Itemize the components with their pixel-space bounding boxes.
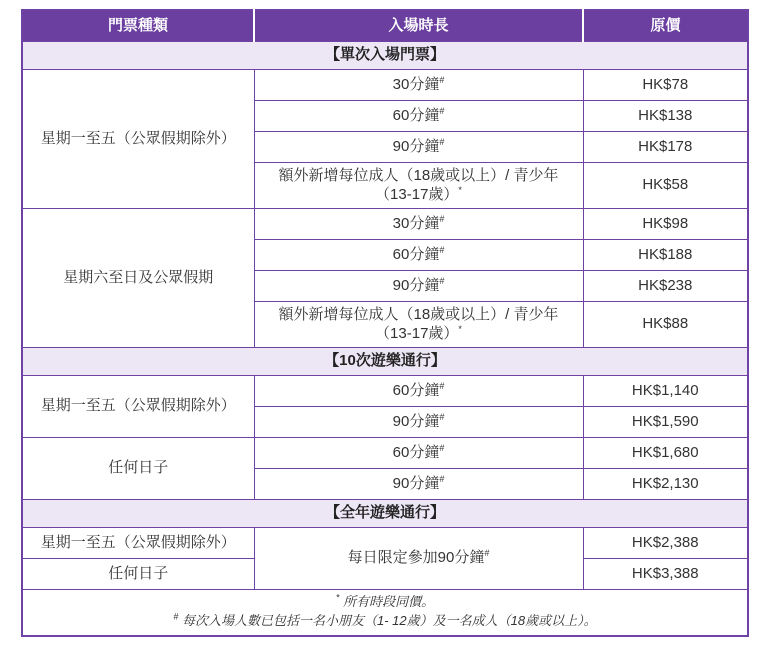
header-duration: 入場時長: [254, 10, 583, 41]
footnotes: [22, 589, 748, 636]
price-cell: HK$178: [583, 131, 748, 162]
price-cell: HK$238: [583, 270, 748, 301]
duration-cell: 每日限定參加90分鐘#: [254, 527, 583, 589]
section-title: 【全年遊樂通行】: [22, 499, 748, 527]
price-cell: HK$58: [583, 162, 748, 208]
ticket-price-table: [21, 9, 749, 637]
duration-cell: 60分鐘#: [254, 100, 583, 131]
duration-cell: 額外新增每位成人（18歲或以上）/ 青少年（13-17歲）*: [254, 162, 583, 208]
duration-cell: 30分鐘#: [254, 208, 583, 239]
duration-cell: 60分鐘#: [254, 239, 583, 270]
header-row: [22, 10, 748, 41]
price-cell: HK$188: [583, 239, 748, 270]
duration-cell: 90分鐘#: [254, 468, 583, 499]
section-band-annual-pass: [22, 499, 748, 527]
price-cell: HK$1,680: [583, 437, 748, 468]
footnote: * 所有時段同價。: [335, 593, 435, 610]
table-row: [22, 527, 748, 558]
section-title: 【10次遊樂通行】: [22, 347, 748, 375]
section-title: 【單次入場門票】: [22, 41, 748, 69]
duration-cell: 90分鐘#: [254, 406, 583, 437]
duration-cell: 90分鐘#: [254, 270, 583, 301]
duration-cell: 30分鐘#: [254, 69, 583, 100]
ticket-type-cell: 星期一至五（公眾假期除外）: [22, 69, 254, 208]
table-row: [22, 69, 748, 100]
duration-cell: 90分鐘#: [254, 131, 583, 162]
price-cell: HK$2,388: [583, 527, 748, 558]
duration-cell: 60分鐘#: [254, 375, 583, 406]
header-price: 原價: [583, 10, 748, 41]
price-cell: HK$78: [583, 69, 748, 100]
ticket-type-cell: 星期六至日及公眾假期: [22, 208, 254, 347]
price-cell: HK$88: [583, 301, 748, 347]
price-cell: HK$138: [583, 100, 748, 131]
ticket-type-cell: 星期一至五（公眾假期除外）: [22, 527, 254, 558]
ticket-type-cell: 任何日子: [22, 437, 254, 499]
price-cell: HK$98: [583, 208, 748, 239]
price-cell: HK$2,130: [583, 468, 748, 499]
price-cell: HK$1,590: [583, 406, 748, 437]
duration-cell: 60分鐘#: [254, 437, 583, 468]
table-row: [22, 437, 748, 468]
section-band-single-entry: [22, 41, 748, 69]
footnote: # 每次入場人數已包括一名小朋友（1- 12歲）及一名成人（18歲或以上）。: [173, 611, 597, 629]
ticket-type-cell: 任何日子: [22, 558, 254, 589]
footnote-row: [22, 589, 748, 636]
table-row: [22, 208, 748, 239]
table-row: [22, 375, 748, 406]
ticket-type-cell: 星期一至五（公眾假期除外）: [22, 375, 254, 437]
price-cell: HK$1,140: [583, 375, 748, 406]
duration-cell: 額外新增每位成人（18歲或以上）/ 青少年（13-17歲）*: [254, 301, 583, 347]
price-cell: HK$3,388: [583, 558, 748, 589]
header-ticket-type: 門票種類: [22, 10, 254, 41]
section-band-10-pass: [22, 347, 748, 375]
